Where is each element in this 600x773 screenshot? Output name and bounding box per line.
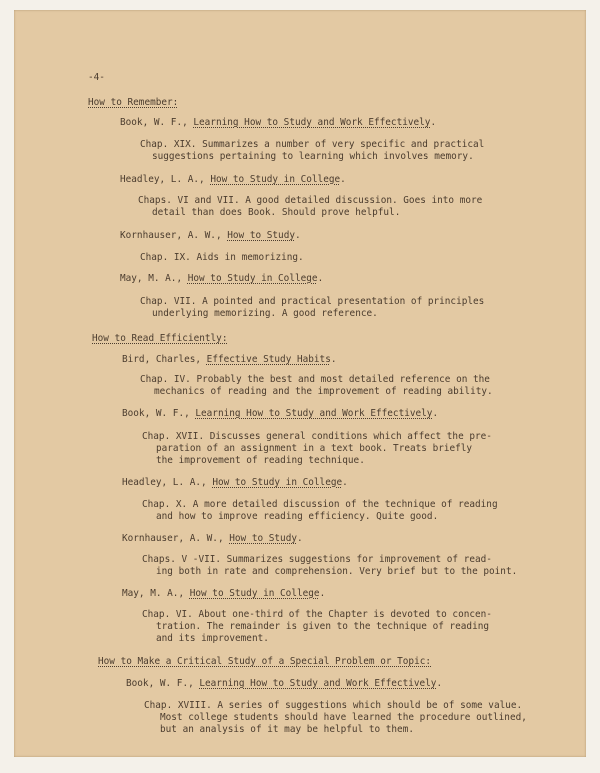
entry-period: . <box>294 230 301 241</box>
entry-note-line: Chap. XVII. Discusses general conditions which affect the pre- <box>142 431 492 442</box>
entry-note-line: Most college students should have learned the procedure outlined, <box>160 712 527 723</box>
entry-note-line: detail than does Book. Should prove helpful. <box>152 207 401 218</box>
entry-note-line: and its improvement. <box>156 633 269 644</box>
entry-note-line: Chap. IV. Probably the best and most detailed reference on the <box>140 374 490 385</box>
entry-note-line: tration. The remainder is given to the technique of reading <box>156 621 490 632</box>
entry-note-line: Chap. VI. About one-third of the Chapter is devoted to concen- <box>142 609 492 620</box>
entry-note-line: paration of an assignment in a text book. Treats briefly <box>156 443 473 454</box>
entry-note-line: ing both in rate and comprehension. Very brief but to the point. <box>156 566 518 577</box>
section-heading-critical-study: How to Make a Critical Study of a Special Problem or Topic: <box>98 656 432 667</box>
entry-title: Learning How to Study and Work Effectively <box>193 117 431 128</box>
entry-period: . <box>432 408 439 419</box>
entry-note-line: Chap. XIX. Summarizes a number of very specific and practical <box>140 139 485 150</box>
entry-author: Headley, L. A., <box>120 174 211 185</box>
entry-author: May, M. A., <box>122 588 190 599</box>
entry-title: How to Study in College <box>187 273 318 284</box>
entry-note-line: mechanics of reading and the improvement of reading ability. <box>154 386 493 397</box>
entry-note-line: Chaps. V -VII. Summarizes suggestions for improvement of read- <box>142 554 492 565</box>
entry-period: . <box>317 273 324 284</box>
entry-title: How to Study <box>229 533 297 544</box>
bib-entry <box>120 174 346 186</box>
entry-author: May, M. A., <box>120 273 188 284</box>
entry-note-line: suggestions pertaining to learning which involves memory. <box>152 151 474 162</box>
entry-author: Kornhauser, A. W., <box>120 230 228 241</box>
entry-author: Headley, L. A., <box>122 477 213 488</box>
entry-note-line: and how to improve reading efficiency. Quite good. <box>156 511 439 522</box>
page-number: -4- <box>88 72 105 83</box>
entry-author: Book, W. F., <box>122 408 196 419</box>
bib-entry <box>122 477 348 489</box>
entry-note-line: Chaps. VI and VII. A good detailed discussion. Goes into more <box>138 195 483 206</box>
entry-note-line: the improvement of reading technique. <box>156 455 365 466</box>
bib-entry <box>122 408 438 420</box>
entry-title: How to Study in College <box>210 174 341 185</box>
entry-title: Effective Study Habits <box>206 354 331 365</box>
entry-period: . <box>340 174 346 185</box>
entry-author: Bird, Charles, <box>122 354 207 365</box>
entry-title: How to Study <box>227 230 295 241</box>
bib-entry <box>120 273 323 285</box>
entry-title: How to Study in College <box>189 588 320 599</box>
entry-note-line: Chap. IX. Aids in memorizing. <box>140 252 304 263</box>
entry-note-line: but an analysis of it may be helpful to them. <box>160 724 414 735</box>
entry-note-line: Chap. XVIII. A series of suggestions which should be of some value. <box>144 700 523 711</box>
bib-entry <box>120 230 301 242</box>
entry-period: . <box>436 678 443 689</box>
bib-entry <box>122 533 303 545</box>
entry-title: How to Study in College <box>212 477 343 488</box>
entry-period: . <box>330 354 337 365</box>
entry-period: . <box>342 477 348 488</box>
entry-period: . <box>430 117 437 128</box>
bib-entry <box>120 117 436 129</box>
section-heading-read: How to Read Efficiently: <box>92 333 228 344</box>
entry-period: . <box>296 533 303 544</box>
bib-entry <box>122 588 325 600</box>
entry-note-line: underlying memorizing. A good reference. <box>152 308 378 319</box>
entry-title: Learning How to Study and Work Effectively <box>195 408 433 419</box>
entry-note-line: Chap. X. A more detailed discussion of the technique of reading <box>142 499 498 510</box>
bib-entry <box>126 678 442 690</box>
entry-author: Book, W. F., <box>126 678 200 689</box>
bib-entry <box>122 354 337 366</box>
entry-note-line: Chap. VII. A pointed and practical presentation of principles <box>140 296 485 307</box>
entry-title: Learning How to Study and Work Effectively <box>199 678 437 689</box>
entry-period: . <box>319 588 326 599</box>
entry-author: Book, W. F., <box>120 117 194 128</box>
section-heading-remember: How to Remember: <box>88 97 179 108</box>
entry-author: Kornhauser, A. W., <box>122 533 230 544</box>
